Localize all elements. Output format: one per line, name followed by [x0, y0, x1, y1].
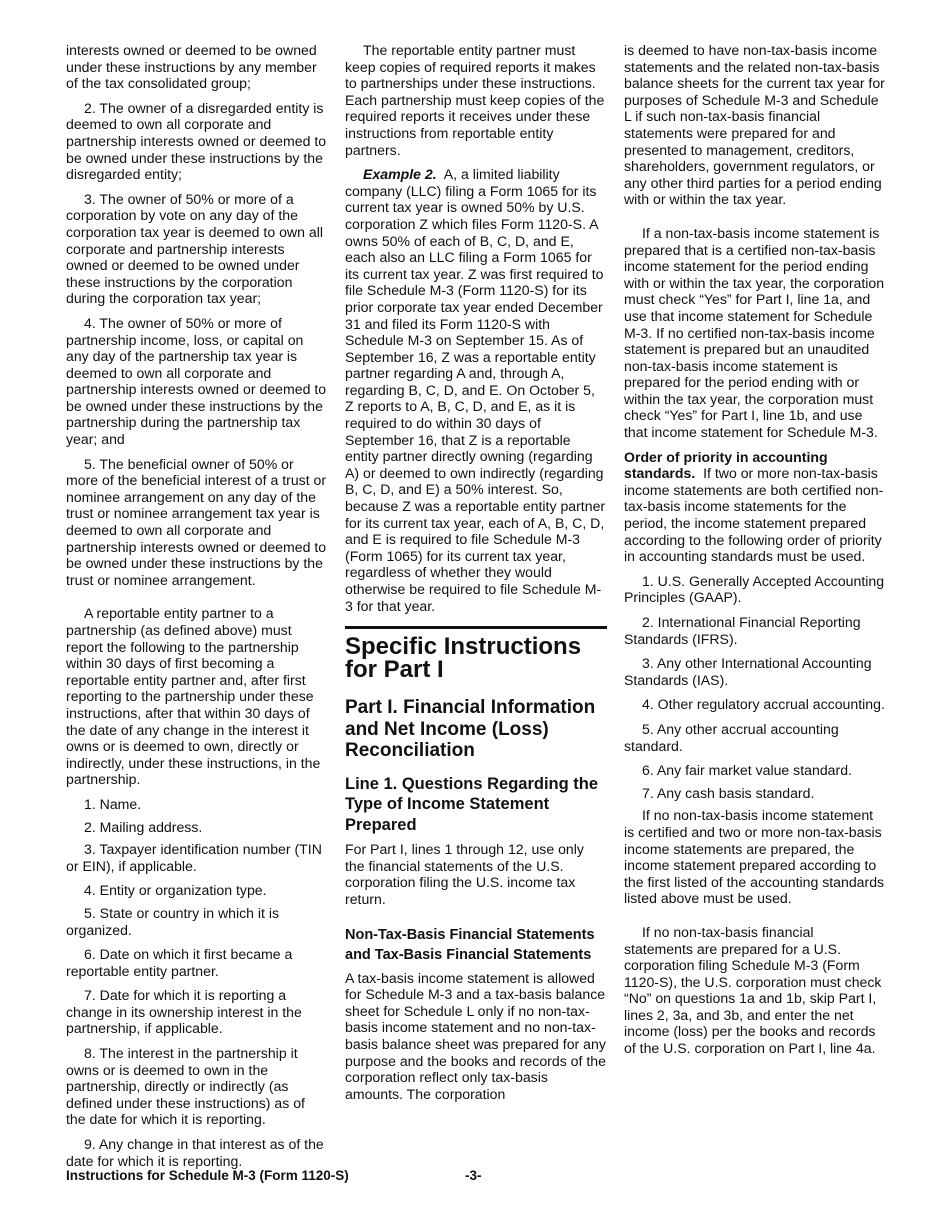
list-item: 5. Any other accrual accounting standard.: [624, 720, 839, 754]
run-in-heading: Order of priority in accounting standards.: [624, 448, 828, 482]
list-item: 3. Any other International Accounting Standards (IAS).: [624, 655, 872, 688]
list-item: 1. Name.: [84, 795, 142, 812]
list-item: 8. The interest in the partnership it owns or is deemed to own in the partnership, directly or indirectly (as defined under these instructions) as of the date for which it is reporting.: [66, 1045, 305, 1128]
report-items-list: [66, 796, 328, 1169]
list-item: 6. Any fair market value standard.: [642, 762, 852, 779]
list-item: 9. Any change in that interest as of the date for which it is reporting.: [66, 1136, 324, 1169]
list-item: 4. Other regulatory accrual accounting.: [642, 696, 885, 713]
list-item: 6. Date on which it first became a reportable entity partner.: [66, 946, 293, 979]
line-heading: Line 1. Questions Regarding the Type of Income Statement Prepared: [345, 774, 599, 834]
column-middle: [345, 42, 607, 1110]
paragraph: For Part I, lines 1 through 12, use only the financial statements of the U.S. corporation filing the U.S. income tax return.: [345, 841, 584, 907]
paragraph: A tax-basis income statement is allowed for Schedule M-3 and a tax-basis balance sheet for Schedule L only if no non-tax-basis income statement and no non-tax-basis balance sheet was prepared for any purpose and the books and records of the corporation reflect only tax-basis amounts. The corporation: [345, 969, 606, 1102]
paragraph: 5. The beneficial owner of 50% or more of the beneficial interest of a trust or nominee arrangement on any day of the trust or nominee arrangement tax year is deemed to own all corporate and partnership interests owned or deemed to be owned under these instructions by the trust or nominee arrangement.: [66, 455, 327, 588]
paragraph: If no non-tax-basis financial statements are prepared for a U.S. corporation filing Schedule M-3 (Form 1120-S), the U.S. corporation must check “No” on questions 1a and 1b, skip Part I, lines 2, 3a, and 3b, and enter the net income (loss) per the books and records of the U.S. corporation on Part I, line 4a.: [624, 923, 882, 1057]
example-paragraph: [345, 166, 607, 614]
paragraph: The reportable entity partner must keep copies of required reports it makes to partnerships under these instructions. Each partnership must keep copies of the required reports it receives under these instructions from reportable entity partners.: [345, 42, 605, 158]
column-right: [624, 42, 886, 1065]
paragraph: If no non-tax-basis income statement is certified and two or more non-tax-basis income statements are prepared, the income statement prepared according to the first listed of the accounting standards listed above must be used.: [624, 807, 885, 907]
paragraph: A reportable entity partner to a partnership (as defined above) must report the following to the partnership within 30 days of first becoming a reportable entity partner and, after first reporting to the partnership under these instructions, after that within 30 days of the date of any change in the interest it owns or is deemed to own, directly or indirectly, under these instructions, in the partnership.: [66, 605, 321, 788]
subheading: Non-Tax-Basis Financial Statements and Tax-Basis Financial Statements: [345, 926, 595, 964]
list-item: 2. International Financial Reporting Standards (IFRS).: [624, 614, 861, 647]
priority-paragraph: [624, 449, 886, 565]
section-divider: [345, 626, 607, 629]
paragraph: 4. The owner of 50% or more of partnership income, loss, or capital on any day of the partnership tax year is deemed to own all corporate and partnership interests owned or deemed to be owned under these instructions by the partnership during the partnership tax year; and: [66, 314, 327, 448]
page-number: -3-: [465, 1168, 482, 1183]
list-item: 2. Mailing address.: [84, 818, 203, 835]
paragraph: If a non-tax-basis income statement is prepared that is a certified non-tax-basis income statement for the period ending with or within the tax year, the corporation must check “Yes” for Part I, line 1a, and use that income statement for Schedule M-3. If no certified non-tax-basis income statement is prepared but an unaudited non-tax-basis income statement is prepared for the period ending with or within the tax year, the corporation must check “Yes” for Part I, line 1b, and use that income statement for Schedule M-3.: [624, 224, 885, 441]
footer-title: Instructions for Schedule M-3 (Form 1120-S): [66, 1168, 349, 1183]
list-item: 1. U.S. Generally Accepted Accounting Principles (GAAP).: [624, 572, 885, 606]
paragraph: interests owned or deemed to be owned under these instructions by any member of the tax consolidated group;: [66, 42, 317, 92]
paragraph: 2. The owner of a disregarded entity is deemed to own all corporate and partnership interests owned or deemed to be owned under these instructions by the disregarded entity;: [66, 99, 327, 183]
section-title: Specific Instructions for Part I: [345, 633, 582, 684]
list-item: 3. Taxpayer identification number (TIN or EIN), if applicable.: [66, 841, 322, 874]
standards-list: [624, 573, 886, 802]
list-item: 4. Entity or organization type.: [84, 882, 267, 899]
paragraph-text: If two or more non-tax-basis income statements are both certified non-tax-basis income statements for the period, the income statement prepared according to the following order of priority in accounting standards must be used.: [624, 465, 884, 565]
part-title: Part I. Financial Information and Net Income (Loss) Reconciliation: [345, 697, 596, 762]
paragraph: 3. The owner of 50% or more of a corporation by vote on any day of the corporation tax year is deemed to own all corporate and partnership interests owned or deemed to be owned under these instructions by the corporation during the corporation tax year;: [66, 190, 323, 307]
example-label: Example 2.: [363, 166, 437, 183]
list-item: 5. State or country in which it is organized.: [66, 904, 280, 938]
paragraph: is deemed to have non-tax-basis income statements and the related non-tax-basis balance sheets for the current tax year for purposes of Schedule M-3 and Schedule L if such non-tax-basis financial statements were prepared for and presented to management, creditors, shareholders, government regulators, or any other third parties for a period ending with or within the tax year.: [624, 42, 885, 208]
column-left: [66, 42, 328, 1177]
example-text: A, a limited liability company (LLC) filing a Form 1065 for its current tax year is owned 50% by U.S. corporation Z which files Form 1120-S. A owns 50% of each of B, C, D, and E, each also an LLC filing a Form 1065 for its current tax year. Z was first required to file Schedule M-3 (Form 1120-S) for its prior corporate tax year ended December 31 and filed its Form 1120-S with Schedule M-3 on September 15. As of September 16, Z was a reportable entity partner regarding A and, through A, regarding B, C, D, and E. On October 5, Z reports to A, B, C, D, and E, as it is required to do within 30 days of September 16, that Z is a reportable entity partner directly owning (regarding A) or deemed to own indirectly (regarding B, C, D, and E) a 50% interest. So, because Z was a reportable entity partner for its current tax year, each of A, B, C, D, and E is required to file Schedule M-3 (Form 1065) for its current tax year, regardless of whether they would otherwise be required to file Schedule M-3 for that year.: [345, 166, 606, 614]
list-item: 7. Date for which it is reporting a change in its ownership interest in the partnership, if applicable.: [66, 987, 302, 1037]
list-item: 7. Any cash basis standard.: [642, 784, 815, 801]
